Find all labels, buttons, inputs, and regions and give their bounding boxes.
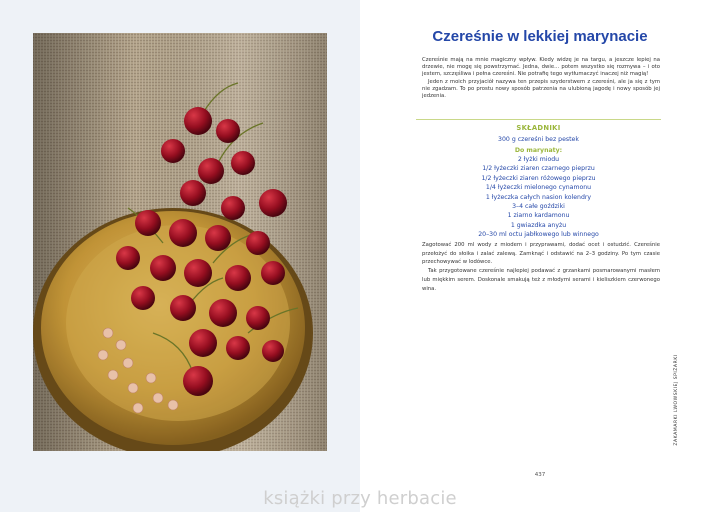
ingredients-header: SKŁADNIKI [516, 124, 561, 132]
list-item: 2 łyżki miodu [517, 156, 560, 163]
method-text [422, 241, 660, 293]
intro-text [422, 57, 660, 100]
cherries-photo [33, 33, 327, 451]
list-item: 1 ziarno kardamonu [507, 212, 570, 220]
watermark: książki przy herbacie [263, 488, 457, 509]
list-item: 1 łyżeczka całych nasion kolendry [485, 193, 592, 201]
list-item: 3–4 całe goździki [512, 203, 565, 211]
page-number: 437 [534, 472, 546, 478]
list-item: 1/4 łyżeczki mielonego cynamonu [485, 184, 592, 192]
method-paragraph: Zagotować 200 ml wody z miodem i przyprawami, dodać ocet i ostudzić. Czereśnie przełożyć do słoika i zalać zalewą. Zamknąć i odstawić na 2–3 godziny. Po tym czasie przechowywać w lodówce. [422, 242, 660, 266]
method-paragraph: Tak przygotowane czereśnie najlepiej podawać z grzankami posmarowanymi masłem lub miękkim serem. Doskonale smakują też z młodymi serami i kieliszkiem czerwonego wina. [422, 268, 660, 292]
main-ingredient: 300 g czereśni bez pestek [498, 136, 579, 143]
list-item: 20–30 ml octu jabłkowego lub winnego [478, 231, 599, 239]
marinade-label: Do marynaty: [514, 147, 563, 154]
recipe-title: Czereśnie w lekkiej marynacie [432, 28, 648, 45]
intro-paragraph: Czereśnie mają na mnie magiczny wpływ. Kiedy widzę je na targu, a jeszcze lepiej na drzewie, nie mogę się powstrzymać. Jedna, dwie... potem wszystko się rozmywa – i oto jestem, szczęśliwa i pełna czereśni. Nie potrafię tego wytłumaczyć inaczej niż magią! [422, 57, 660, 78]
ingredients-section [416, 119, 661, 238]
list-item: 1/2 łyżeczki ziaren różowego pieprzu [481, 174, 596, 182]
intro-paragraph: Jeden z moich przyjaciół nazywa ten przepis szyderstwem z czereśni, ale ja się z tym nie zgadzam. To po prostu nowy sposób patrzenia na ulubioną jagodę i nowy sposób jej jedzenia. [422, 78, 660, 100]
right-page [360, 0, 720, 512]
list-item: 1/2 łyżeczki ziaren czarnego pieprzu [482, 165, 595, 173]
running-head: ZAKAMARKI LWOWSKIEJ SPIŻARKI [674, 354, 679, 446]
marinade-list [416, 155, 661, 240]
list-item: 1 gwiazdka anyżu [510, 221, 567, 229]
